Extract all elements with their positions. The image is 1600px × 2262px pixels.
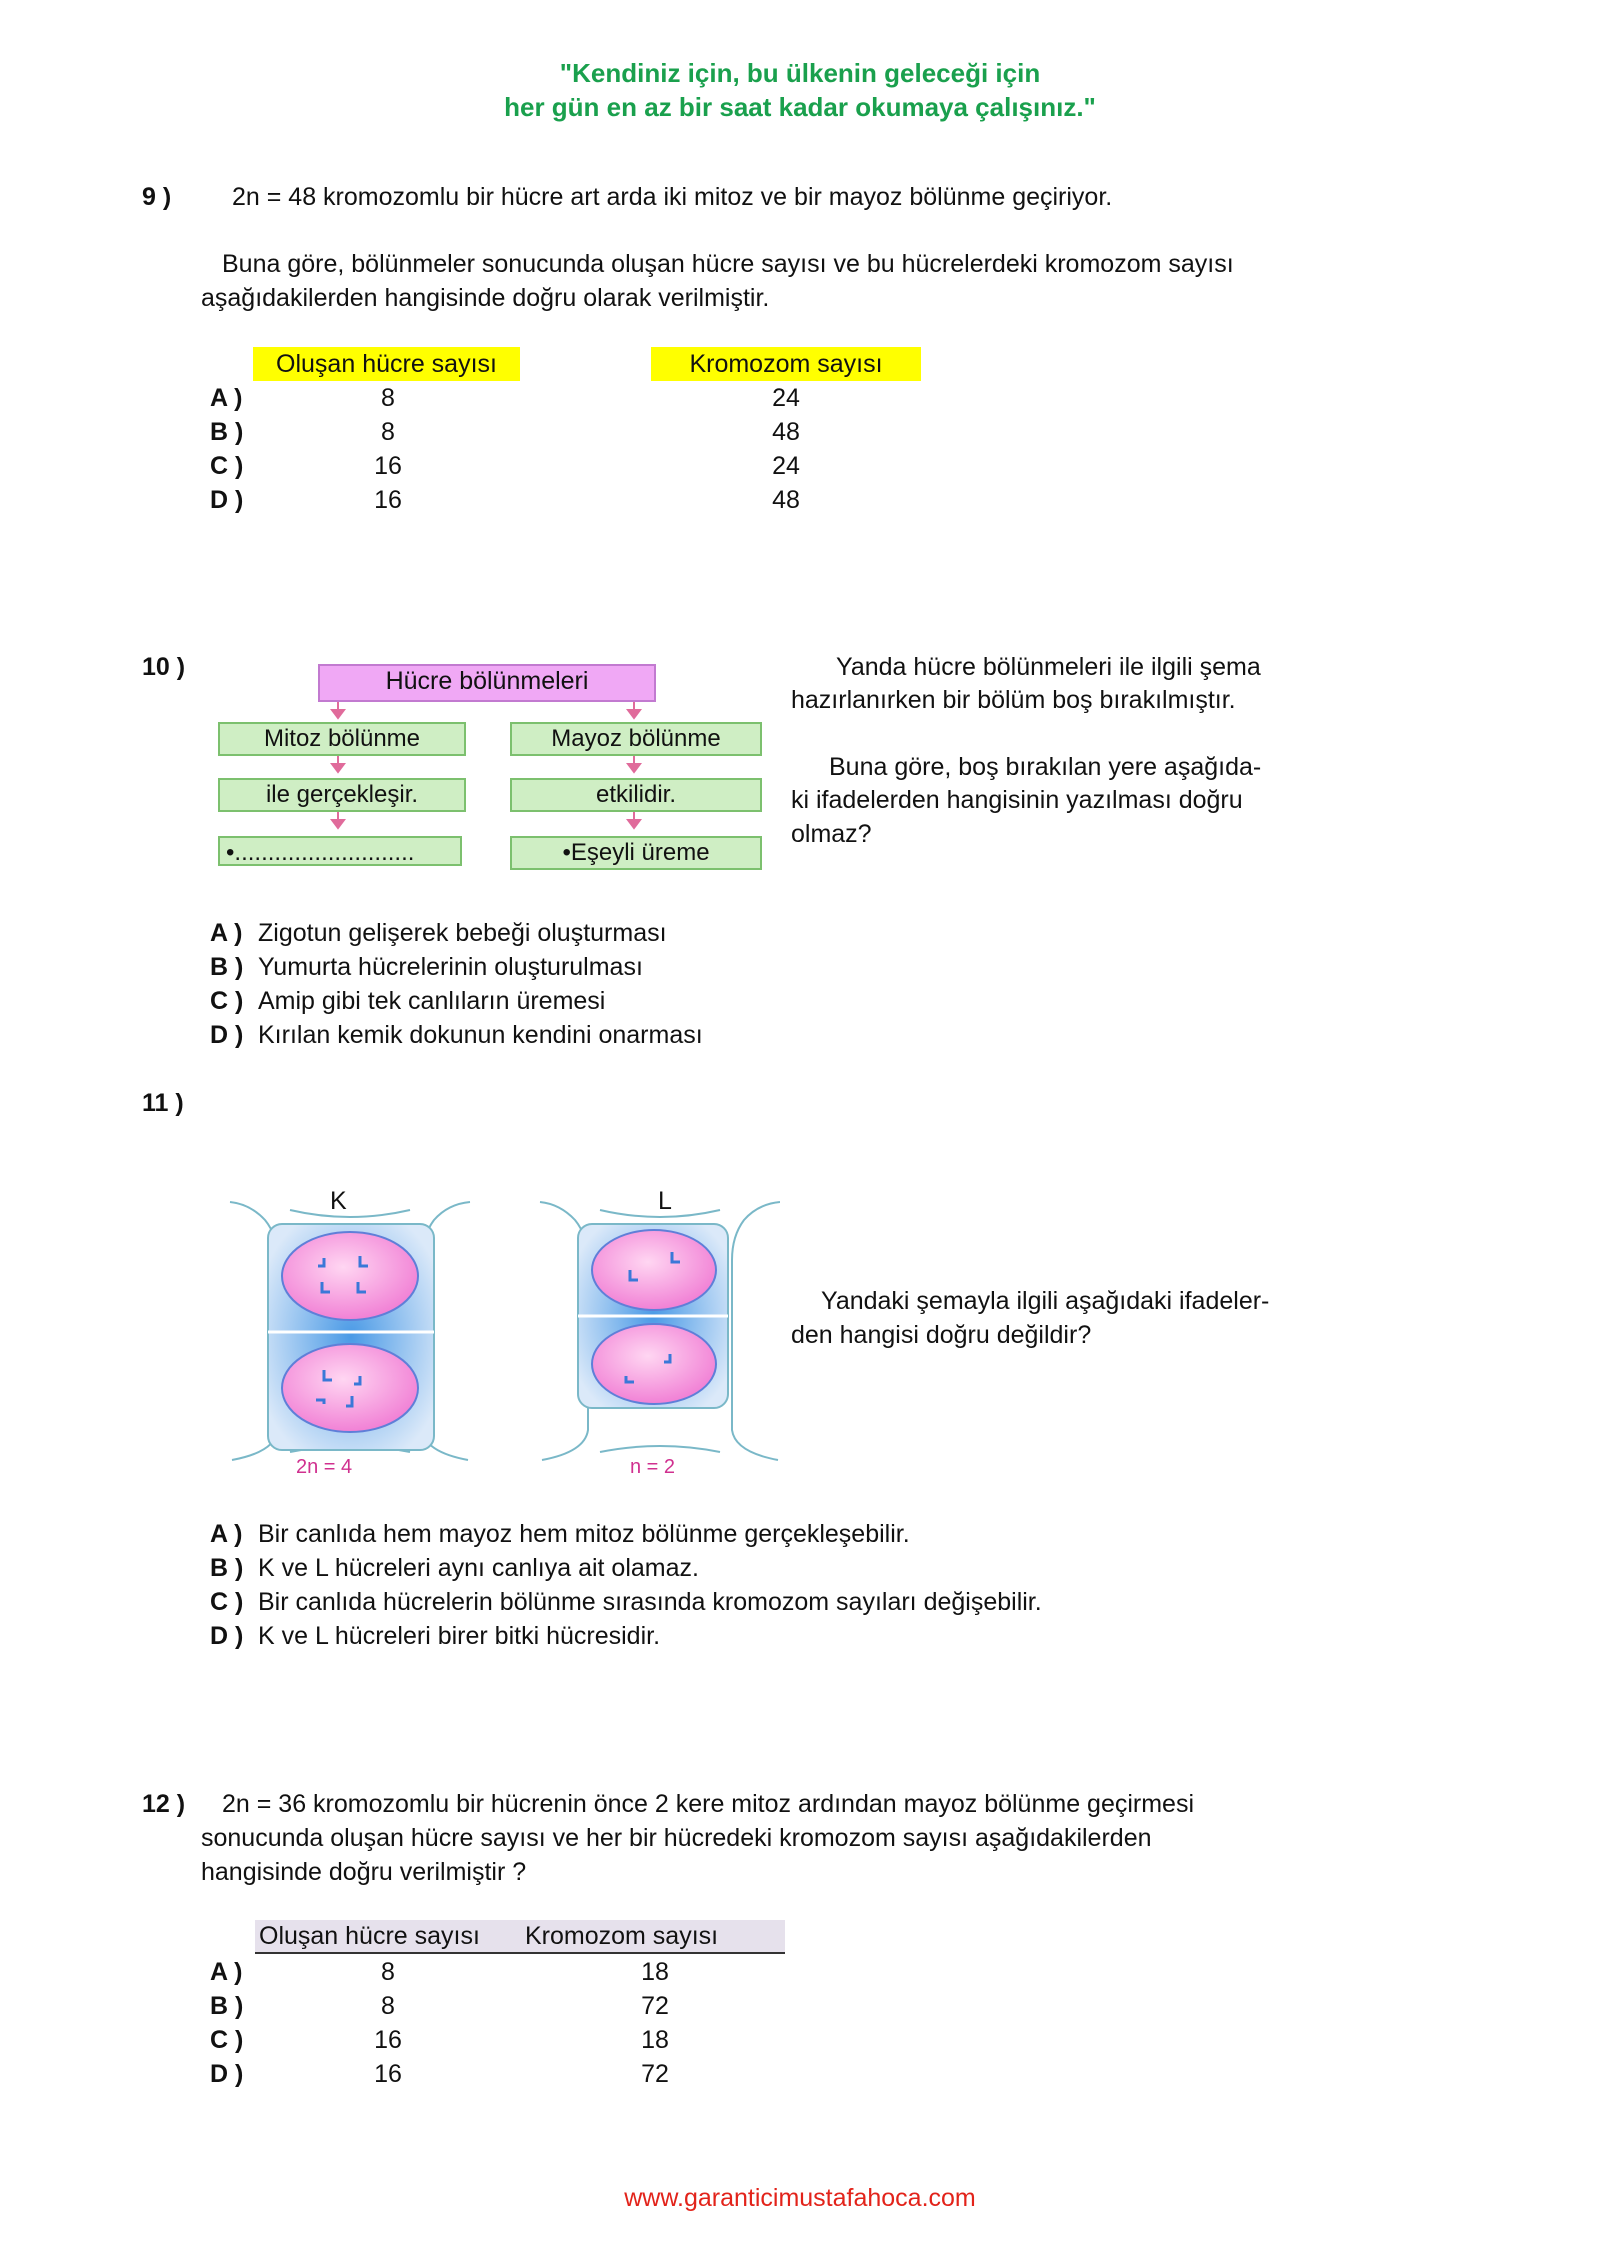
question-text-line: 2n = 36 kromozomlu bir hücrenin önce 2 kere mitoz ardından mayoz bölünme geçirmesi (222, 1790, 1195, 1818)
option-text: Bir canlıda hem mayoz hem mitoz bölünme gerçekleşebilir. (258, 1520, 910, 1548)
chromosome-value: 72 (641, 2060, 669, 2088)
option-label: B ) (210, 953, 244, 981)
diagram-box-mitosis-detail: ile gerçekleşir. (218, 778, 466, 812)
caption-l: n = 2 (630, 1456, 676, 1478)
chromosome-value: 18 (641, 2026, 669, 2054)
column-header-chromosome-count: Kromozom sayısı (525, 1922, 719, 1950)
header-label: Oluşan hücre sayısı (253, 347, 520, 381)
option-label: B ) (210, 1554, 244, 1582)
chromosome-value: 18 (641, 1958, 669, 1986)
option-label: B ) (210, 418, 244, 446)
question-intro: 2n = 48 kromozomlu bir hücre art arda iki mitoz ve bir mayoz bölünme geçiriyor. (232, 183, 1113, 211)
diagram-box-meiosis-detail: etkilidir. (510, 778, 762, 812)
question-text-line: Yandaki şemayla ilgili aşağıdaki ifadeler- (821, 1287, 1270, 1315)
caption-k: 2n = 4 (296, 1456, 353, 1478)
question-text-line: Buna göre, boş bırakılan yere aşağıda- (829, 753, 1262, 781)
option-text: Kırılan kemik dokunun kendini onarması (258, 1021, 703, 1049)
column-header-cell-count (253, 347, 520, 381)
diagram-root-box: Hücre bölünmeleri (318, 664, 656, 702)
option-label: A ) (210, 384, 243, 412)
column-header-chromosome-count (651, 347, 921, 381)
diagram-box-mitosis: Mitoz bölünme (218, 722, 466, 756)
cell-count-value: 16 (374, 2026, 402, 2054)
option-label: A ) (210, 1958, 243, 1986)
cell-division-illustration (220, 1190, 780, 1470)
cell-count-value: 8 (381, 1958, 395, 1986)
motto-line-1: "Kendiniz için, bu ülkenin geleceği için (559, 58, 1041, 88)
option-text: Amip gibi tek canlıların üremesi (258, 987, 606, 1015)
question-text-line: den hangisi doğru değildir? (791, 1321, 1092, 1349)
cell-count-value: 8 (381, 418, 395, 446)
table-header (255, 1920, 785, 1954)
chromosome-value: 24 (772, 384, 800, 412)
footer-website: www.garanticimustafahoca.com (624, 2184, 976, 2212)
column-header-cell-count: Oluşan hücre sayısı (259, 1922, 480, 1950)
cell-count-value: 8 (381, 1992, 395, 2020)
cell-k (230, 1202, 470, 1460)
chromosome-value: 72 (641, 1992, 669, 2020)
chromosome-value: 48 (772, 418, 800, 446)
question-text-line: hangisinde doğru verilmiştir ? (201, 1858, 527, 1886)
cell-count-value: 16 (374, 486, 402, 514)
question-text-line: sonucunda oluşan hücre sayısı ve her bir hücredeki kromozom sayısı aşağıdakilerden (201, 1824, 1152, 1852)
cell-count-value: 16 (374, 2060, 402, 2088)
cell-label-k: K (330, 1187, 347, 1215)
cell-l (540, 1202, 780, 1460)
cell-label-l: L (658, 1187, 672, 1215)
option-label: A ) (210, 919, 243, 947)
question-number: 9 ) (142, 183, 172, 211)
option-text: Zigotun gelişerek bebeği oluşturması (258, 919, 667, 947)
question-text-line: olmaz? (791, 820, 872, 848)
question-text-line: Buna göre, bölünmeler sonucunda oluşan hücre sayısı ve bu hücrelerdeki kromozom sayısı (222, 250, 1234, 278)
option-label: D ) (210, 1622, 244, 1650)
option-label: D ) (210, 2060, 244, 2088)
question-text-line: ki ifadelerden hangisinin yazılması doğru (791, 786, 1243, 814)
diagram-box-blank: •........................... (218, 836, 462, 866)
option-label: C ) (210, 1588, 244, 1616)
option-label: D ) (210, 486, 244, 514)
option-text: Bir canlıda hücrelerin bölünme sırasında kromozom sayıları değişebilir. (258, 1588, 1042, 1616)
diagram-box-meiosis: Mayoz bölünme (510, 722, 762, 756)
cell-count-value: 16 (374, 452, 402, 480)
option-label: C ) (210, 452, 244, 480)
question-number: 10 ) (142, 653, 186, 681)
question-text-line: hazırlanırken bir bölüm boş bırakılmıştır. (791, 686, 1236, 714)
question-text-line: Yanda hücre bölünmeleri ile ilgili şema (836, 653, 1261, 681)
cell-count-value: 8 (381, 384, 395, 412)
header-label: Kromozom sayısı (651, 347, 921, 381)
option-text: K ve L hücreleri birer bitki hücresidir. (258, 1622, 661, 1650)
option-label: B ) (210, 1992, 244, 2020)
chromosome-value: 24 (772, 452, 800, 480)
option-label: A ) (210, 1520, 243, 1548)
question-text-line: aşağıdakilerden hangisinde doğru olarak verilmiştir. (201, 284, 770, 312)
question-number: 12 ) (142, 1790, 186, 1818)
option-text: Yumurta hücrelerinin oluşturulması (258, 953, 643, 981)
option-label: D ) (210, 1021, 244, 1049)
question-number: 11 ) (142, 1089, 184, 1117)
option-label: C ) (210, 987, 244, 1015)
motto-line-2: her gün en az bir saat kadar okumaya çalışınız." (504, 92, 1096, 122)
chromosome-value: 48 (772, 486, 800, 514)
diagram-box-sexual-reproduction: •Eşeyli üreme (510, 836, 762, 870)
option-label: C ) (210, 2026, 244, 2054)
option-text: K ve L hücreleri aynı canlıya ait olamaz. (258, 1554, 699, 1582)
